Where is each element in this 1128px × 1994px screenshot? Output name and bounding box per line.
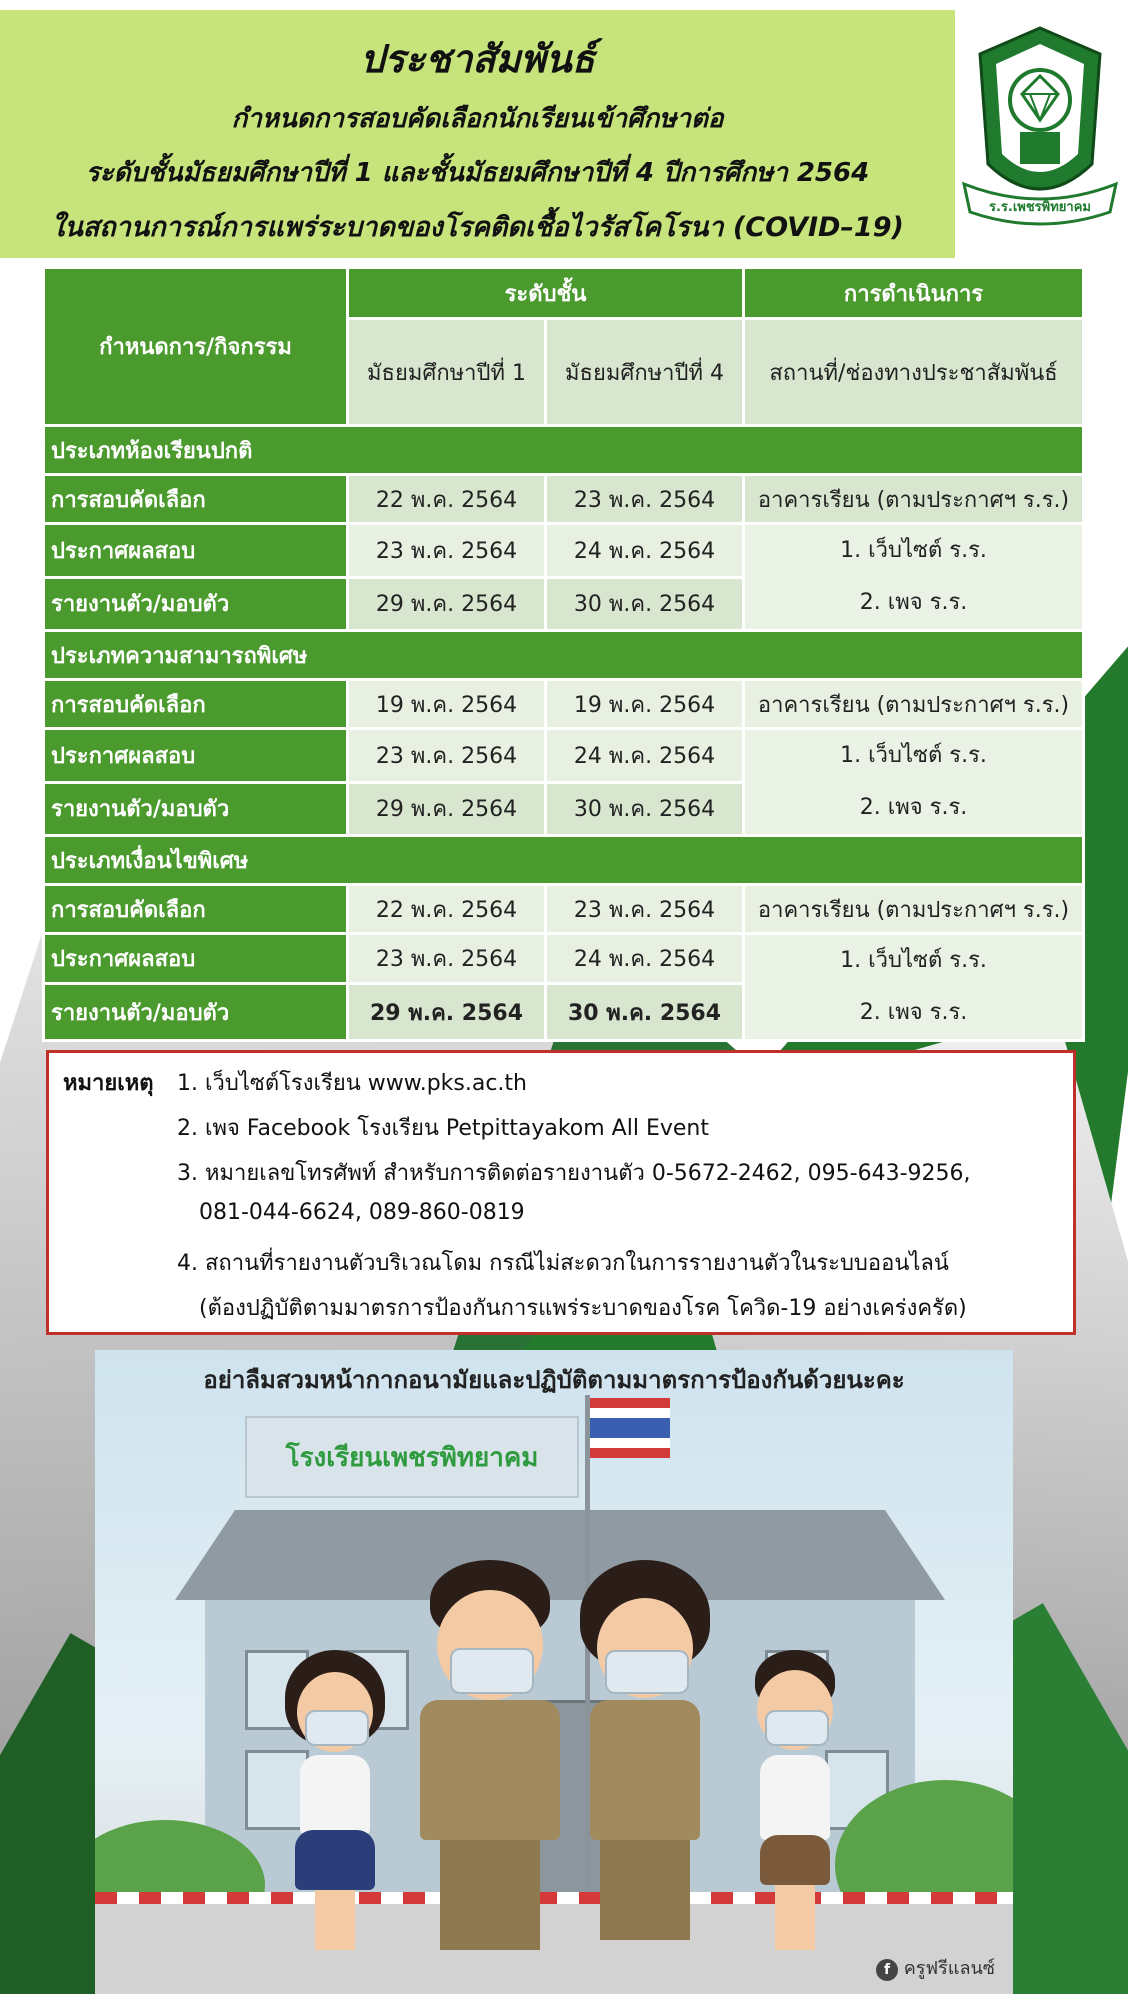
activity-label: รายงานตัว/มอบตัว xyxy=(45,985,346,1039)
date-m4: 30 พ.ค. 2564 xyxy=(547,579,742,630)
activity-label: รายงานตัว/มอบตัว xyxy=(45,784,346,835)
schedule-table xyxy=(42,266,1085,1042)
activity-label: การสอบคัดเลือก xyxy=(45,886,346,932)
section-title: ประเภทเงื่อนไขพิเศษ xyxy=(45,837,1082,883)
announcement-header xyxy=(0,10,955,258)
date-m1: 29 พ.ค. 2564 xyxy=(349,784,544,835)
table-row xyxy=(45,935,1082,982)
note-line: 4. สถานที่รายงานตัวบริเวณโดม กรณีไม่สะดวกในการรายงานตัวในระบบออนไลน์ xyxy=(177,1251,949,1276)
note-line: 081-044-6624, 089-860-0819 xyxy=(199,1200,525,1225)
date-m4: 24 พ.ค. 2564 xyxy=(547,730,742,781)
table-row xyxy=(45,476,1082,522)
date-m4: 23 พ.ค. 2564 xyxy=(547,886,742,932)
date-m1: 22 พ.ค. 2564 xyxy=(349,476,544,522)
column-header-m4: มัธยมศึกษาปีที่ 4 xyxy=(547,320,742,424)
channel-website: 1. เว็บไซต์ ร.ร. xyxy=(840,538,987,563)
school-logo xyxy=(960,14,1120,238)
illustration xyxy=(95,1350,1013,1994)
section-title: ประเภทความสามารถพิเศษ xyxy=(45,632,1082,678)
date-m4: 19 พ.ค. 2564 xyxy=(547,681,742,727)
channel-page: 2. เพจ ร.ร. xyxy=(859,1000,968,1025)
illustration-credit xyxy=(876,1953,995,1982)
header-line-2: ระดับชั้นมัธยมศึกษาปีที่ 1 และชั้นมัธยมศึกษาปีที่ 4 ปีการศึกษา 2564 xyxy=(85,158,870,188)
note-line: 3. หมายเลขโทรศัพท์ สำหรับการติดต่อรายงานตัว 0-5672-2462, 095-643-9256, xyxy=(177,1161,971,1186)
activity-label: การสอบคัดเลือก xyxy=(45,476,346,522)
column-header-action: การดำเนินการ xyxy=(745,269,1082,317)
date-m1: 22 พ.ค. 2564 xyxy=(349,886,544,932)
channel-website: 1. เว็บไซต์ ร.ร. xyxy=(840,948,987,973)
channel-cell xyxy=(745,730,1082,834)
page-title: ประชาสัมพันธ์ xyxy=(360,37,595,81)
column-header-place: สถานที่/ช่องทางประชาสัมพันธ์ xyxy=(745,320,1082,424)
credit-text: ครูฟรีแลนซ์ xyxy=(903,1958,995,1979)
date-m1: 23 พ.ค. 2564 xyxy=(349,730,544,781)
channel-page: 2. เพจ ร.ร. xyxy=(859,795,968,820)
school-sign: โรงเรียนเพชรพิทยาคม xyxy=(245,1416,579,1498)
table-row xyxy=(45,681,1082,727)
note-line: 2. เพจ Facebook โรงเรียน Petpittayakom All Event xyxy=(177,1116,709,1141)
date-m1: 23 พ.ค. 2564 xyxy=(349,935,544,982)
date-m4: 24 พ.ค. 2564 xyxy=(547,525,742,576)
activity-label: รายงานตัว/มอบตัว xyxy=(45,579,346,630)
logo-text: ร.ร.เพชรพิทยาคม xyxy=(989,200,1091,215)
place-cell: อาคารเรียน (ตามประกาศฯ ร.ร.) xyxy=(745,476,1082,522)
note-line: (ต้องปฏิบัติตามมาตรการป้องกันการแพร่ระบาดของโรค โควิด-19 อย่างเคร่งครัด) xyxy=(199,1296,967,1321)
date-m4: 30 พ.ค. 2564 xyxy=(547,985,742,1039)
channel-cell xyxy=(745,935,1082,1039)
date-m1: 29 พ.ค. 2564 xyxy=(349,985,544,1039)
facebook-icon: f xyxy=(876,1959,898,1981)
date-m4: 30 พ.ค. 2564 xyxy=(547,784,742,835)
date-m1: 19 พ.ค. 2564 xyxy=(349,681,544,727)
header-line-3: ในสถานการณ์การแพร่ระบาดของโรคติดเชื้อไวรัสโคโรนา (COVID–19) xyxy=(51,212,904,243)
notes-label: หมายเหตุ xyxy=(63,1071,154,1096)
student-boy-figure xyxy=(745,1650,845,1960)
table-row xyxy=(45,730,1082,781)
column-header-activity: กำหนดการ/กิจกรรม xyxy=(45,269,346,424)
channel-page: 2. เพจ ร.ร. xyxy=(859,590,968,615)
activity-label: การสอบคัดเลือก xyxy=(45,681,346,727)
student-girl-figure xyxy=(285,1650,385,1960)
date-m1: 23 พ.ค. 2564 xyxy=(349,525,544,576)
date-m4: 23 พ.ค. 2564 xyxy=(547,476,742,522)
activity-label: ประกาศผลสอบ xyxy=(45,525,346,576)
place-cell: อาคารเรียน (ตามประกาศฯ ร.ร.) xyxy=(745,886,1082,932)
illustration-caption: อย่าลืมสวมหน้ากากอนามัยและปฏิบัติตามมาตรการป้องกันด้วยนะคะ xyxy=(203,1366,905,1394)
channel-cell xyxy=(745,525,1082,629)
column-header-m1: มัธยมศึกษาปีที่ 1 xyxy=(349,320,544,424)
place-cell: อาคารเรียน (ตามประกาศฯ ร.ร.) xyxy=(745,681,1082,727)
activity-label: ประกาศผลสอบ xyxy=(45,730,346,781)
notes-box xyxy=(46,1050,1076,1335)
table-row xyxy=(45,886,1082,932)
thai-flag-icon xyxy=(590,1398,670,1458)
teacher-female-figure xyxy=(575,1560,715,1960)
column-header-level: ระดับชั้น xyxy=(349,269,742,317)
note-line: 1. เว็บไซต์โรงเรียน www.pks.ac.th xyxy=(177,1071,527,1096)
section-title: ประเภทห้องเรียนปกติ xyxy=(45,427,1082,473)
activity-label: ประกาศผลสอบ xyxy=(45,935,346,982)
channel-website: 1. เว็บไซต์ ร.ร. xyxy=(840,743,987,768)
header-line-1: กำหนดการสอบคัดเลือกนักเรียนเข้าศึกษาต่อ xyxy=(231,104,724,134)
date-m4: 24 พ.ค. 2564 xyxy=(547,935,742,982)
date-m1: 29 พ.ค. 2564 xyxy=(349,579,544,630)
table-row xyxy=(45,525,1082,576)
teacher-male-figure xyxy=(415,1560,565,1960)
